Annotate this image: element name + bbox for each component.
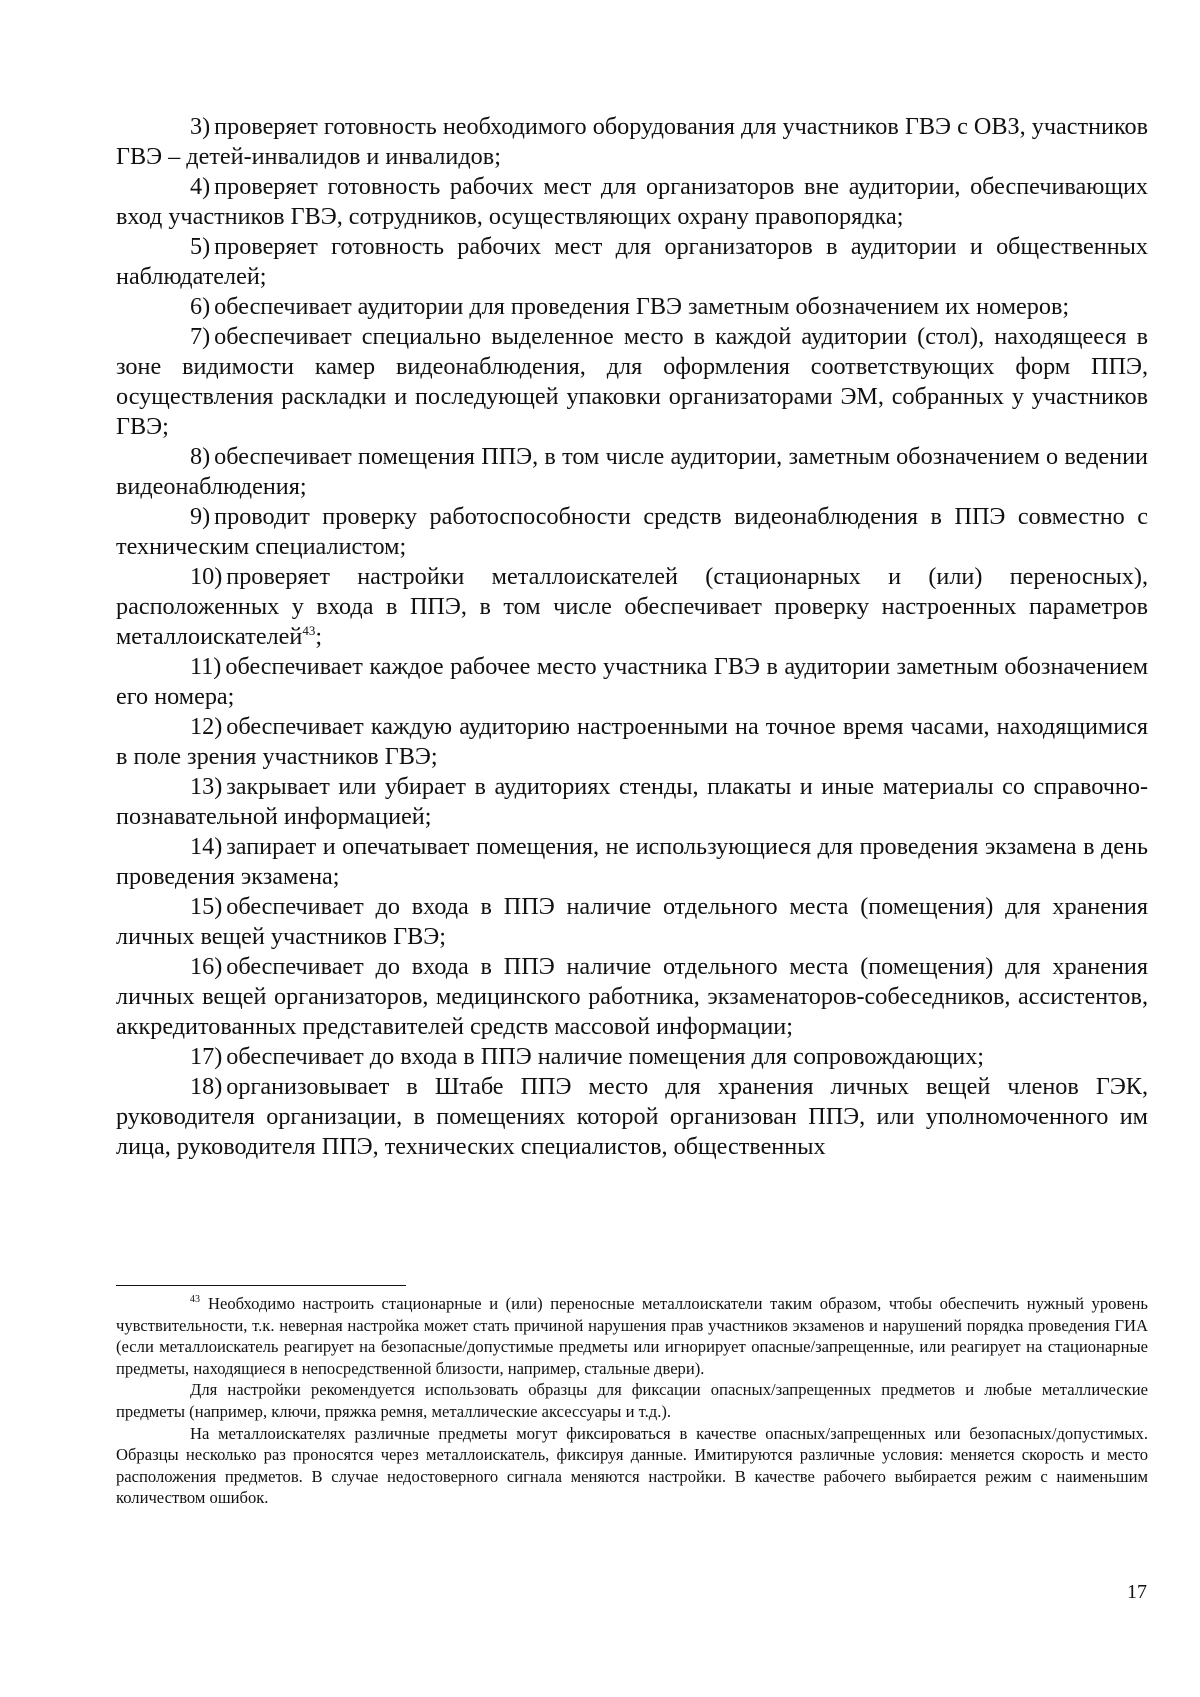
item-text: обеспечивает каждую аудиторию настроенными на точное время часами, находящимися в поле зрения участников ГВЭ;	[116, 713, 1148, 770]
item-number: 3)	[190, 113, 211, 140]
list-item	[116, 232, 1148, 292]
list-item	[116, 292, 1148, 322]
list-item	[116, 712, 1148, 772]
item-number: 7)	[190, 323, 211, 350]
footnotes	[116, 1293, 1148, 1509]
footnote-paragraph: На металлоискателях различные предметы могут фиксироваться в качестве опасных/запрещенных или безопасных/допустимых. Образцы несколько раз проносятся через металлоискатель, фиксируя данные. Имитируются различные условия: меняется скорость и место расположения предметов. В случае недостоверного сигнала меняются настройки. В качестве рабочего выбирается режим с наименьшим количеством ошибок.	[116, 1423, 1148, 1508]
footnote-paragraph	[116, 1293, 1148, 1379]
list-item	[116, 832, 1148, 892]
item-text: обеспечивает помещения ППЭ, в том числе аудитории, заметным обозначением о ведении видеонаблюдения;	[116, 443, 1148, 500]
footnote-paragraph: Для настройки рекомендуется использовать образцы для фиксации опасных/запрещенных предметов и любые металлические предметы (например, ключи, пряжка ремня, металлические аксессуары и т.д.).	[116, 1380, 1148, 1421]
item-text: обеспечивает до входа в ППЭ наличие помещения для сопровождающих;	[226, 1043, 985, 1070]
item-text: обеспечивает до входа в ППЭ наличие отдельного места (помещения) для хранения личных вещей участников ГВЭ;	[116, 893, 1148, 950]
item-number: 12)	[190, 713, 223, 740]
list-item	[116, 772, 1148, 832]
item-text-end: ;	[315, 623, 323, 650]
numbered-list	[116, 112, 1148, 1162]
item-text: обеспечивает специально выделенное место в каждой аудитории (стол), находящееся в зоне видимости камер видеонаблюдения, для оформления соответствующих форм ППЭ, осуществления раскладки и последующей упаковки организаторами ЭМ, собранных у участников ГВЭ;	[116, 323, 1148, 440]
page-number: 17	[1127, 1581, 1147, 1603]
footnote-marker: 43	[190, 1294, 200, 1306]
item-text: закрывает или убирает в аудиториях стенды, плакаты и иные материалы со справочно-познавательной информацией;	[116, 773, 1148, 830]
item-text: обеспечивает каждое рабочее место участника ГВЭ в аудитории заметным обозначением его номера;	[116, 653, 1148, 710]
item-number: 6)	[190, 293, 211, 320]
item-number: 8)	[190, 443, 211, 470]
item-number: 13)	[190, 773, 223, 800]
item-text: проводит проверку работоспособности средств видеонаблюдения в ППЭ совместно с техническим специалистом;	[116, 503, 1148, 560]
list-item	[116, 1042, 1148, 1072]
item-text: проверяет готовность рабочих мест для организаторов вне аудитории, обеспечивающих вход участников ГВЭ, сотрудников, осуществляющих охрану правопорядка;	[116, 173, 1148, 230]
item-number: 11)	[190, 653, 222, 680]
item-number: 18)	[190, 1073, 223, 1100]
item-text: обеспечивает до входа в ППЭ наличие отдельного места (помещения) для хранения личных вещей организаторов, медицинского работника, экзаменаторов-собеседников, ассистентов, аккредитованных представителей средств массовой информации;	[116, 953, 1148, 1040]
list-item	[116, 652, 1148, 712]
footnote-text: Необходимо настроить стационарные и (или) переносные металлоискатели таким образом, чтобы обеспечить нужный уровень чувствительности, т.к. неверная настройка может стать причиной нарушения прав участников экзаменов и нарушений порядка проведения ГИА (если металлоискатель реагирует на безопасные/допустимые предметы или игнорирует опасные/запрещенные, или реагирует на стационарные предметы, находящиеся в непосредственной близости, например, стальные двери).	[116, 1294, 1148, 1378]
list-item	[116, 322, 1148, 442]
list-item	[116, 112, 1148, 172]
item-text: проверяет готовность рабочих мест для организаторов в аудитории и общественных наблюдателей;	[116, 233, 1148, 290]
item-text: проверяет настройки металлоискателей (стационарных и (или) переносных), расположенных у входа в ППЭ, в том числе обеспечивает проверку настроенных параметров металлоискателей	[116, 563, 1148, 650]
list-item	[116, 172, 1148, 232]
document-page	[116, 112, 1148, 1162]
item-number: 17)	[190, 1043, 223, 1070]
item-text: организовывает в Штабе ППЭ место для хранения личных вещей членов ГЭК, руководителя организации, в помещениях которой организован ППЭ, или уполномоченного им лица, руководителя ППЭ, технических специалистов, общественных	[116, 1073, 1148, 1160]
item-text: обеспечивает аудитории для проведения ГВЭ заметным обозначением их номеров;	[214, 293, 1070, 320]
footnote-reference[interactable]: 43	[302, 622, 316, 638]
list-item	[116, 892, 1148, 952]
item-number: 9)	[190, 503, 211, 530]
item-text: запирает и опечатывает помещения, не использующиеся для проведения экзамена в день проведения экзамена;	[116, 833, 1148, 890]
list-item	[116, 952, 1148, 1042]
list-item	[116, 502, 1148, 562]
footnote-separator	[116, 1285, 406, 1286]
item-number: 4)	[190, 173, 211, 200]
item-number: 14)	[190, 833, 223, 860]
list-item	[116, 562, 1148, 652]
item-number: 15)	[190, 893, 223, 920]
item-number: 5)	[190, 233, 211, 260]
item-number: 10)	[190, 563, 223, 590]
list-item	[116, 442, 1148, 502]
item-number: 16)	[190, 953, 223, 980]
list-item	[116, 1072, 1148, 1162]
item-text: проверяет готовность необходимого оборудования для участников ГВЭ с ОВЗ, участников ГВЭ – детей-инвалидов и инвалидов;	[116, 113, 1148, 170]
